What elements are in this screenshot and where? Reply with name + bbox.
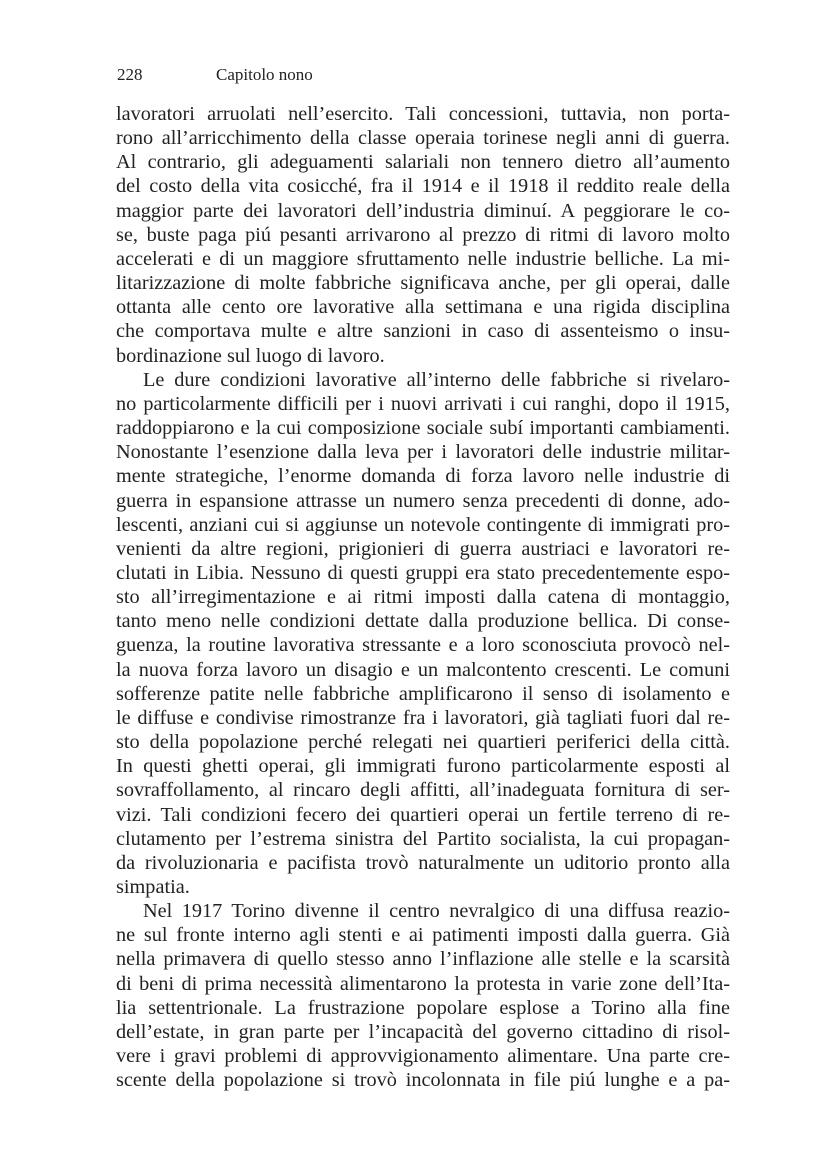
text-line: sto della popolazione perché relegati nei quartieri periferici della città. <box>116 731 730 754</box>
text-line: la nuova forza lavoro un disagio e un malcontento crescenti. Le comuni <box>116 658 730 681</box>
text-line: del costo della vita cosicché, fra il 1914 e il 1918 il reddito reale della <box>116 175 730 198</box>
text-line: dell’estate, in gran parte per l’incapacità del governo cittadino di risol- <box>116 1020 730 1043</box>
text-line: ne sul fronte interno agli stenti e ai patimenti imposti dalla guerra. Già <box>116 924 730 947</box>
running-title: Capitolo nono <box>216 65 313 84</box>
text-line: mente strategiche, l’enorme domanda di forza lavoro nelle industrie di <box>116 465 730 488</box>
text-line: tanto meno nelle condizioni dettate dalla produzione bellica. Di conse- <box>116 610 730 633</box>
text-line: clutati in Libia. Nessuno di questi gruppi era stato precedentemente espo- <box>116 561 730 584</box>
text-line: le diffuse e condivise rimostranze fra i lavoratori, già tagliati fuori dal re- <box>116 706 730 729</box>
text-line: se, buste paga piú pesanti arrivarono al prezzo di ritmi di lavoro molto <box>116 223 730 246</box>
body-text <box>116 102 730 1092</box>
text-line: bordinazione sul luogo di lavoro. <box>116 344 385 367</box>
text-line: Nonostante l’esenzione dalla leva per i lavoratori delle industrie militar- <box>116 441 730 464</box>
text-line: lescenti, anziani cui si aggiunse un notevole contingente di immigrati pro- <box>116 513 730 536</box>
text-line: Le dure condizioni lavorative all’interno delle fabbriche si rivelaro- <box>143 368 730 391</box>
text-line: sto all’irregimentazione e ai ritmi imposti dalla catena di montaggio, <box>116 586 730 609</box>
text-line: sovraffollamento, al rincaro degli affitti, all’inadeguata fornitura di ser- <box>116 779 730 802</box>
text-line: accelerati e di un maggiore sfruttamento nelle industrie belliche. La mi- <box>116 247 730 270</box>
text-line: raddoppiarono e la cui composizione sociale subí importanti cambiamenti. <box>116 417 730 440</box>
text-line: In questi ghetti operai, gli immigrati furono particolarmente esposti al <box>116 755 730 778</box>
text-line: lavoratori arruolati nell’esercito. Tali concessioni, tuttavia, non porta- <box>116 103 730 125</box>
text-line: che comportava multe e altre sanzioni in caso di assenteismo o insu- <box>116 320 730 343</box>
text-line: litarizzazione di molte fabbriche significava anche, per gli operai, dalle <box>116 272 730 295</box>
running-header <box>117 64 313 86</box>
text-line: ottanta alle cento ore lavorative alla settimana e una rigida disciplina <box>116 296 730 319</box>
text-line: rono all’arricchimento della classe operaia torinese negli anni di guerra. <box>116 127 730 150</box>
text-line: guenza, la routine lavorativa stressante e a loro sconosciuta provocò nel- <box>116 634 730 657</box>
text-line: guerra in espansione attrasse un numero senza precedenti di donne, ado- <box>116 489 730 512</box>
page-number: 228 <box>117 65 143 84</box>
text-line: simpatia. <box>116 876 190 898</box>
text-line: scente della popolazione si trovò incolonnata in file piú lunghe e a pa- <box>116 1069 730 1092</box>
text-line: vere i gravi problemi di approvvigionamento alimentare. Una parte cre- <box>116 1045 730 1068</box>
text-line: Al contrario, gli adeguamenti salariali non tennero dietro all’aumento <box>116 151 730 174</box>
text-line: sofferenze patite nelle fabbriche amplificarono il senso di isolamento e <box>116 682 730 705</box>
text-line: da rivoluzionaria e pacifista trovò naturalmente un uditorio pronto alla <box>116 851 730 874</box>
text-line: Nel 1917 Torino divenne il centro nevralgico di una diffusa reazio- <box>143 900 730 923</box>
text-line: maggior parte dei lavoratori dell’industria diminuí. A peggiorare le co- <box>116 199 730 222</box>
text-line: di beni di prima necessità alimentarono la protesta in varie zone dell’Ita- <box>116 972 730 995</box>
text-line: venienti da altre regioni, prigionieri di guerra austriaci e lavoratori re- <box>116 537 730 560</box>
text-line: vizi. Tali condizioni fecero dei quartieri operai un fertile terreno di re- <box>116 803 730 826</box>
text-line: no particolarmente difficili per i nuovi arrivati i cui ranghi, dopo il 1915, <box>116 392 730 415</box>
text-line: lia settentrionale. La frustrazione popolare esplose a Torino alla fine <box>116 996 730 1019</box>
text-line: nella primavera di quello stesso anno l’inflazione alle stelle e la scarsità <box>116 948 730 971</box>
text-line: clutamento per l’estrema sinistra del Partito socialista, la cui propagan- <box>116 827 730 850</box>
